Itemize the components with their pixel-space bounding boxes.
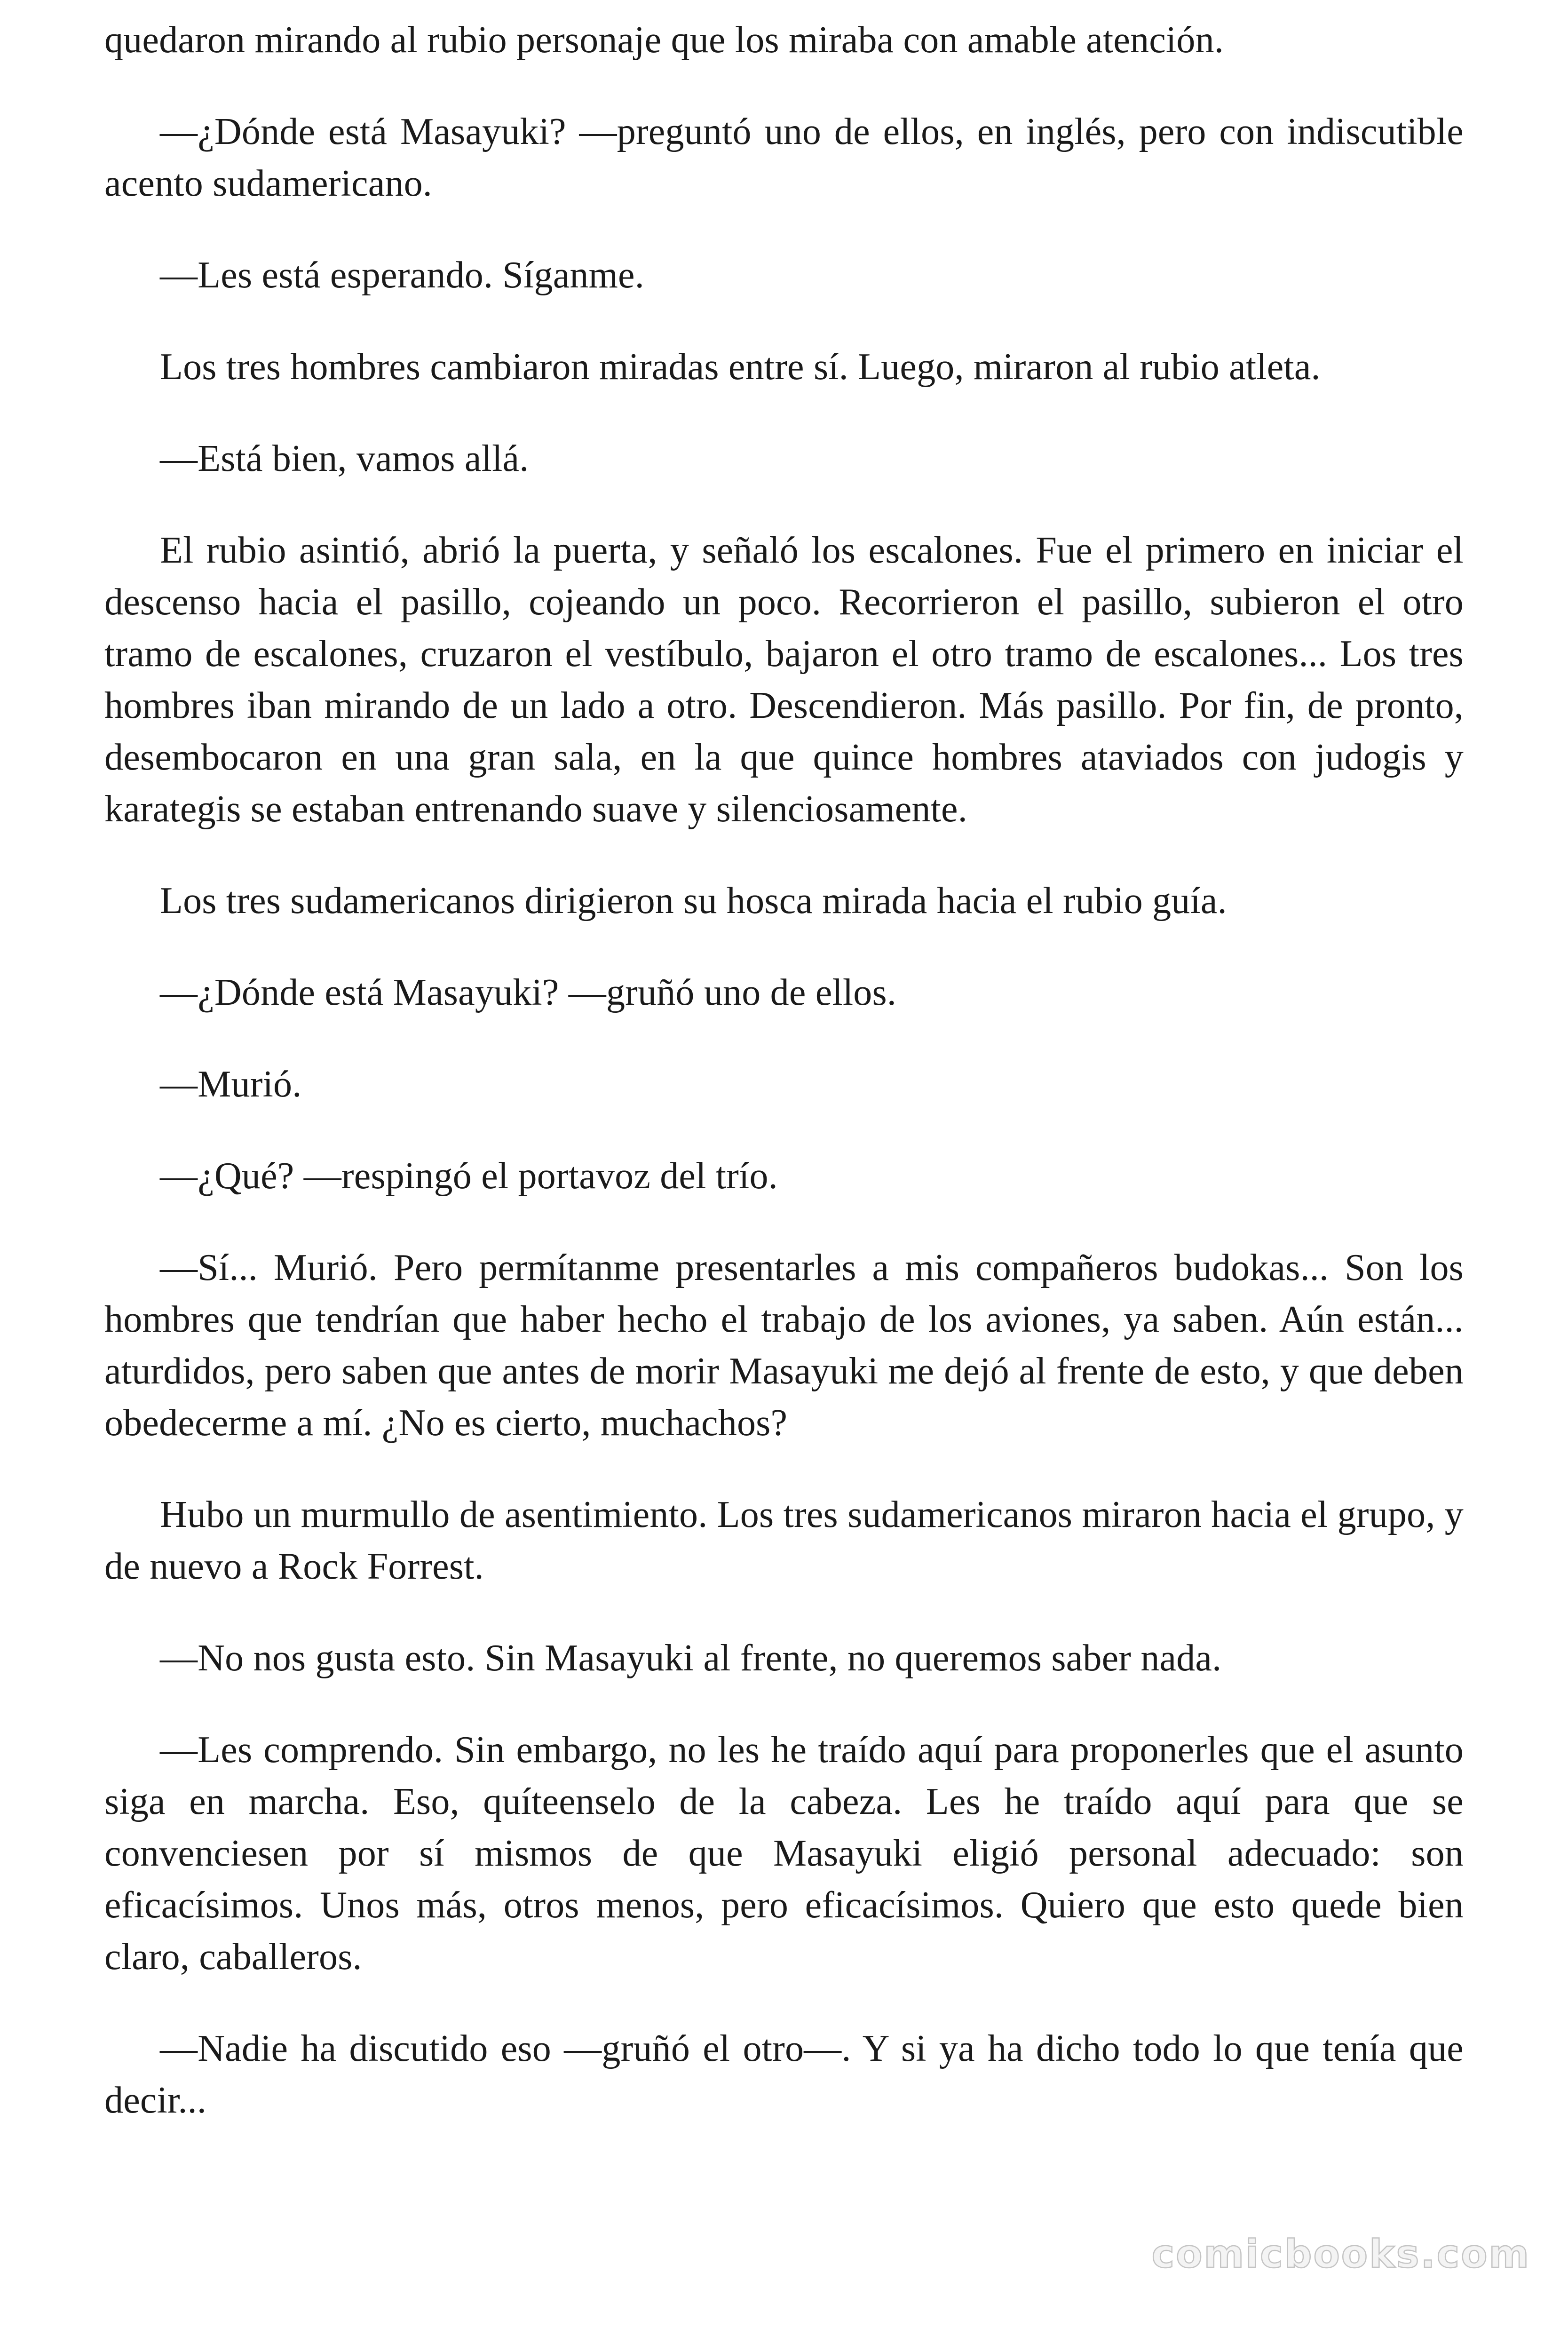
paragraph-1: quedaron mirando al rubio personaje que los miraba con amable atención. bbox=[104, 19, 1224, 61]
site-watermark: comicbooks.com bbox=[1151, 2232, 1530, 2277]
paragraph-13: —No nos gusta esto. Sin Masayuki al frente, no queremos saber nada. bbox=[160, 1637, 1222, 1679]
paragraph-7: Los tres sudamericanos dirigieron su hosca mirada hacia el rubio guía. bbox=[160, 880, 1227, 922]
paragraph-8: —¿Dónde está Masayuki? —gruñó uno de ellos. bbox=[160, 972, 897, 1013]
paragraph-15: —Nadie ha discutido eso —gruñó el otro—. Y si ya ha dicho todo lo que tenía que decir... bbox=[104, 2028, 1464, 2121]
paragraph-4: Los tres hombres cambiaron miradas entre sí. Luego, miraron al rubio atleta. bbox=[160, 346, 1321, 388]
paragraph-12: Hubo un murmullo de asentimiento. Los tres sudamericanos miraron hacia el grupo, y de nuevo a Rock Forrest. bbox=[104, 1494, 1464, 1587]
paragraph-9: —Murió. bbox=[160, 1064, 302, 1105]
paragraph-2: —¿Dónde está Masayuki? —preguntó uno de ellos, en inglés, pero con indiscutible acento sudamericano. bbox=[104, 111, 1464, 204]
paragraph-3: —Les está esperando. Síganme. bbox=[160, 254, 644, 296]
body-text bbox=[104, 14, 1464, 2126]
paragraph-10: —¿Qué? —respingó el portavoz del trío. bbox=[160, 1155, 778, 1197]
paragraph-11: —Sí... Murió. Pero permítanme presentarles a mis compañeros budokas... Son los hombres que tendrían que haber hecho el trabajo de los aviones, ya saben. Aún están... aturdidos, pero saben que antes de morir Masayuki me dejó al frente de esto, y que deben obedecerme a mí. ¿No es cierto, muchachos? bbox=[104, 1247, 1464, 1444]
paragraph-14: —Les comprendo. Sin embargo, no les he traído aquí para proponerles que el asunto siga en marcha. Eso, quíteenselo de la cabeza. Les he traído aquí para que se convenciesen por sí mismos de que Masayuki eligió personal adecuado: son eficacísimos. Unos más, otros menos, pero eficacísimos. Quiero que esto quede bien claro, caballeros. bbox=[104, 1729, 1464, 1978]
paragraph-5: —Está bien, vamos allá. bbox=[160, 438, 529, 479]
paragraph-6: El rubio asintió, abrió la puerta, y señaló los escalones. Fue el primero en iniciar el descenso hacia el pasillo, cojeando un poco. Recorrieron el pasillo, subieron el otro tramo de escalones, cruzaron el vestíbulo, bajaron el otro tramo de escalones... Los tres hombres iban mirando de un lado a otro. Descendieron. Más pasillo. Por fin, de pronto, desembocaron en una gran sala, en la que quince hombres ataviados con judogis y karategis se estaban entrenando suave y silenciosamente. bbox=[104, 530, 1464, 830]
